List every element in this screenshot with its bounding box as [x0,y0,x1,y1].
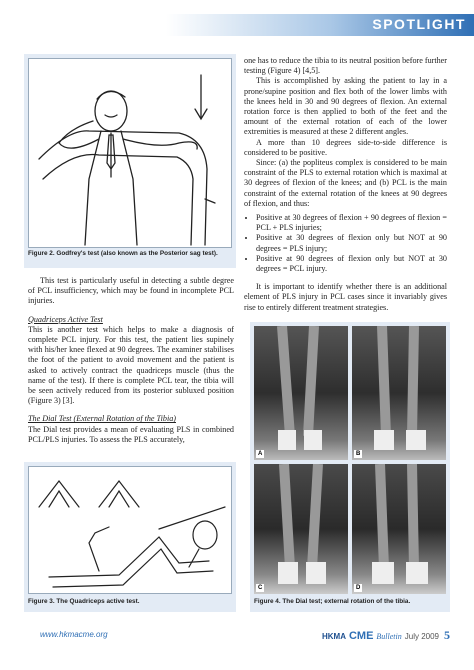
page-number: 5 [444,628,450,642]
right-paragraph-5: It is important to identify whether there is an additional element of PLS injury in PCL cases since it invariably gives rise to entirely different treatment strategies. [244,282,447,312]
figure-4-caption: Figure 4. The Dial test; external rotation of the tibia. [254,598,411,605]
figure-4-panel-a [254,326,348,460]
footer-cme: CME [348,630,374,642]
footer-org: HKMA [321,632,346,641]
right-paragraph-3: A more than 10 degrees side-to-side difference is considered to be positive. [244,137,447,157]
list-item: • Positive at 30 degrees of flexion only but NOT at 90 degrees = PLS injury; [256,233,447,253]
figure-2-caption: Figure 2. Godfrey's test (also known as the Posterior sag test). [28,250,218,257]
figure-4-panel-c [254,464,348,594]
panel-label-c: C [258,585,263,591]
figure-4-box [250,322,450,612]
list-item: • Positive at 30 degrees of flexion + 90 degrees of flexion = PCL + PLS injuries; [256,213,447,233]
quadriceps-heading: Quadriceps Active Test [28,314,103,324]
banner-title: SPOTLIGHT [372,16,466,32]
quadriceps-test-illustration [29,467,231,593]
legs-photo-d [352,464,446,594]
figure-2-box [24,54,236,268]
left-column [28,276,234,445]
footer-date: July 2009 [404,632,439,641]
right-column [244,56,447,313]
dial-test-results-list [244,213,447,274]
legs-photo-a [254,326,348,460]
right-paragraph-4: Since: (a) the popliteus complex is considered to be main constraint of the PLS to external rotation which is maximal at 30 degrees of flexion of the knees; and (b) PCL is the main constraint of the external rotation of the knees at 90 degrees of flexion, and thus: [244,158,447,208]
list-item: • Positive at 90 degrees of flexion only but NOT at 30 degrees = PCL injury. [256,254,447,274]
dial-test-heading: The Dial Test (External Rotation of the Tibia) [28,414,176,424]
godfrey-test-illustration [29,59,231,247]
right-paragraph-1: one has to reduce the tibia to its neutral position before further testing (Figure 4) [4,5]. [244,56,447,76]
legs-photo-c [254,464,348,594]
figure-3-caption: Figure 3. The Quadriceps active test. [28,598,140,605]
panel-label-d: D [356,585,361,591]
figure-3-box [24,462,236,612]
right-paragraph-2: This is accomplished by asking the patient to lay in a prone/supine position and flex both of the lower limbs with the knees held in 30 and 90 degrees of flexion. An external rotation force is then applied to both of the feet and the amount of the external rotation of each of the lower extremities is measured at these 2 different angles. [244,76,447,137]
figure-4-panel-d [352,464,446,594]
figure-3-frame [28,466,232,594]
footer-bulletin: Bulletin [376,632,402,641]
footer-website-link[interactable]: www.hkmacme.org [40,630,108,639]
left-paragraph-1: This test is particularly useful in detecting a subtle degree of PCL insufficiency, which may be found in incomplete PCL injuries. [28,276,234,306]
figure-2-frame [28,58,232,248]
panel-label-a: A [258,451,263,457]
legs-photo-b [352,326,446,460]
left-paragraph-2: This is another test which helps to make a diagnosis of complete PCL injury. For this test, the patient lies supinely with his/her knee flexed at 90 degrees. The examiner stabilises the foot of the patient to avoid movement and the patient is asked to actively contract the quadriceps muscle (thus the name of the test). If there is complete PCL tear, the tibia will be seen actively reduced from its posterior subluxed position (Figure 3) [3]. [28,324,234,406]
figure-4-panel-b [352,326,446,460]
left-paragraph-3: The Dial test provides a mean of evaluating PLS in combined PCL/PLS injuries. To assess the PLS accurately, [28,424,234,444]
panel-label-b: B [356,451,361,457]
spotlight-banner [0,14,474,36]
footer-publication [322,628,450,643]
